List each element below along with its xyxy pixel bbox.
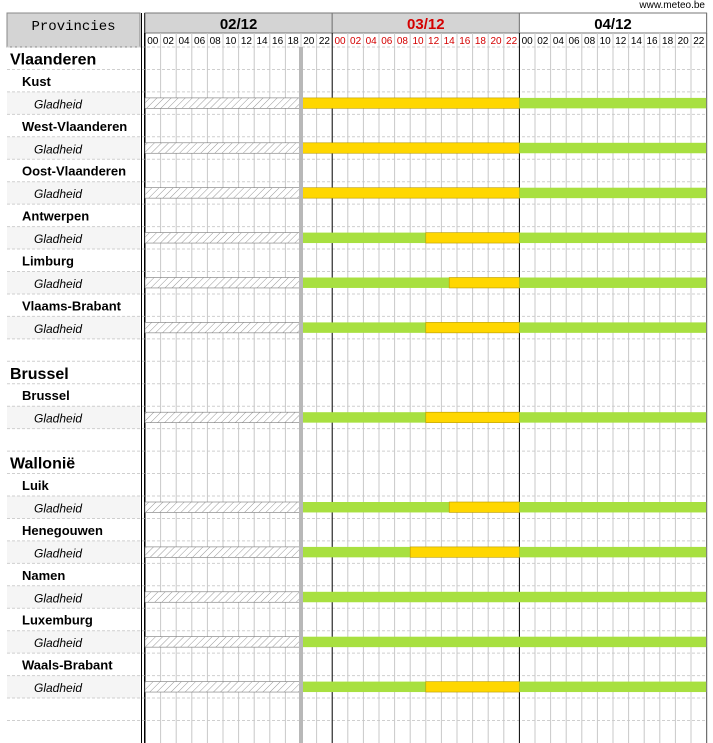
parameter-label: Gladheid xyxy=(34,681,83,696)
hour-tick-label: 18 xyxy=(662,36,674,47)
header-label: Provincies xyxy=(31,19,116,35)
green-warning-bar xyxy=(519,322,706,332)
day-label: 04/12 xyxy=(594,16,632,33)
hour-tick-label: 18 xyxy=(474,36,486,47)
province-label: Vlaams-Brabant xyxy=(22,298,121,314)
yellow-warning-bar xyxy=(426,322,520,332)
yellow-warning-bar xyxy=(449,278,519,288)
hour-tick-label: 06 xyxy=(568,36,580,47)
province-label: Henegouwen xyxy=(22,522,103,538)
parameter-label: Gladheid xyxy=(34,232,83,247)
green-warning-bar xyxy=(301,412,426,422)
province-label: Limburg xyxy=(22,253,74,269)
parameter-label: Gladheid xyxy=(34,546,83,561)
parameter-label: Gladheid xyxy=(34,321,83,336)
province-label: Namen xyxy=(22,567,66,583)
hour-tick-label: 22 xyxy=(506,36,518,47)
parameter-label: Gladheid xyxy=(34,636,83,651)
parameter-label: Gladheid xyxy=(34,142,83,157)
green-warning-bar xyxy=(301,592,707,602)
hour-tick-label: 04 xyxy=(178,36,190,47)
region-label: Wallonië xyxy=(10,455,76,473)
hour-tick-label: 16 xyxy=(646,36,658,47)
green-warning-bar xyxy=(519,278,706,288)
region-label: Brussel xyxy=(10,365,69,383)
province-label: Luxemburg xyxy=(22,612,93,628)
past-hatch-bar xyxy=(145,143,301,153)
parameter-label: Gladheid xyxy=(34,501,83,516)
green-warning-bar xyxy=(301,682,426,692)
yellow-warning-bar xyxy=(410,547,519,557)
hour-tick-label: 06 xyxy=(194,36,206,47)
region-label: Vlaanderen xyxy=(10,51,97,69)
parameter-label: Gladheid xyxy=(34,97,83,112)
hour-tick-label: 20 xyxy=(303,36,315,47)
province-label: Antwerpen xyxy=(22,208,90,224)
hour-tick-label: 02 xyxy=(350,36,362,47)
past-hatch-bar xyxy=(145,547,301,557)
green-warning-bar xyxy=(519,547,706,557)
yellow-warning-bar xyxy=(426,682,520,692)
hour-tick-label: 22 xyxy=(318,36,330,47)
hour-tick-label: 14 xyxy=(630,36,642,47)
past-hatch-bar xyxy=(145,592,301,602)
hour-tick-label: 06 xyxy=(381,36,393,47)
hour-tick-label: 14 xyxy=(443,36,455,47)
yellow-warning-bar xyxy=(301,143,519,153)
green-warning-bar xyxy=(519,682,706,692)
past-hatch-bar xyxy=(145,502,301,512)
green-warning-bar xyxy=(519,98,706,108)
green-warning-bar xyxy=(519,412,706,422)
hour-tick-label: 12 xyxy=(615,36,627,47)
past-hatch-bar xyxy=(145,98,301,108)
hour-tick-label: 16 xyxy=(459,36,471,47)
yellow-warning-bar xyxy=(301,98,519,108)
hour-tick-label: 14 xyxy=(256,36,268,47)
past-hatch-bar xyxy=(145,412,301,422)
green-warning-bar xyxy=(519,233,706,243)
now-marker xyxy=(299,47,303,743)
parameter-label: Gladheid xyxy=(34,187,83,202)
hour-tick-label: 12 xyxy=(428,36,440,47)
province-label: Waals-Brabant xyxy=(22,657,113,673)
hour-tick-label: 10 xyxy=(412,36,424,47)
site-url: www.meteo.be xyxy=(639,0,705,11)
hour-tick-label: 02 xyxy=(537,36,549,47)
hour-tick-label: 02 xyxy=(162,36,174,47)
province-label: Kust xyxy=(22,73,51,89)
hour-tick-label: 10 xyxy=(225,36,237,47)
day-label: 03/12 xyxy=(407,16,445,33)
province-label: West-Vlaanderen xyxy=(22,118,128,134)
hour-tick-label: 18 xyxy=(287,36,299,47)
hour-tick-label: 00 xyxy=(334,36,346,47)
parameter-label: Gladheid xyxy=(34,411,83,426)
hour-tick-label: 08 xyxy=(396,36,408,47)
hour-tick-label: 04 xyxy=(365,36,377,47)
yellow-warning-bar xyxy=(426,233,520,243)
hour-tick-label: 20 xyxy=(677,36,689,47)
hour-tick-label: 08 xyxy=(584,36,596,47)
green-warning-bar xyxy=(301,322,426,332)
hour-tick-label: 12 xyxy=(240,36,252,47)
green-warning-bar xyxy=(301,637,707,647)
hour-tick-label: 16 xyxy=(272,36,284,47)
hour-tick-label: 00 xyxy=(521,36,533,47)
province-label: Oost-Vlaanderen xyxy=(22,163,127,179)
parameter-label: Gladheid xyxy=(34,276,83,291)
day-label: 02/12 xyxy=(219,16,258,33)
green-warning-bar xyxy=(519,502,706,512)
parameter-label: Gladheid xyxy=(34,591,83,606)
hour-tick-label: 04 xyxy=(552,36,564,47)
yellow-warning-bar xyxy=(449,502,519,512)
hour-tick-label: 10 xyxy=(599,36,611,47)
green-warning-bar xyxy=(301,278,449,288)
past-hatch-bar xyxy=(145,278,301,288)
hour-tick-label: 00 xyxy=(147,36,159,47)
past-hatch-bar xyxy=(145,188,301,198)
hour-tick-label: 20 xyxy=(490,36,502,47)
green-warning-bar xyxy=(301,502,449,512)
hour-tick-label: 08 xyxy=(209,36,221,47)
hour-tick-label: 22 xyxy=(693,36,705,47)
green-warning-bar xyxy=(301,547,410,557)
yellow-warning-bar xyxy=(426,412,520,422)
green-warning-bar xyxy=(301,233,426,243)
yellow-warning-bar xyxy=(301,188,519,198)
past-hatch-bar xyxy=(145,233,301,243)
province-label: Brussel xyxy=(22,388,70,404)
past-hatch-bar xyxy=(145,682,301,692)
green-warning-bar xyxy=(519,188,706,198)
province-label: Luik xyxy=(22,478,49,493)
past-hatch-bar xyxy=(145,637,301,647)
green-warning-bar xyxy=(519,143,706,153)
past-hatch-bar xyxy=(145,322,301,332)
